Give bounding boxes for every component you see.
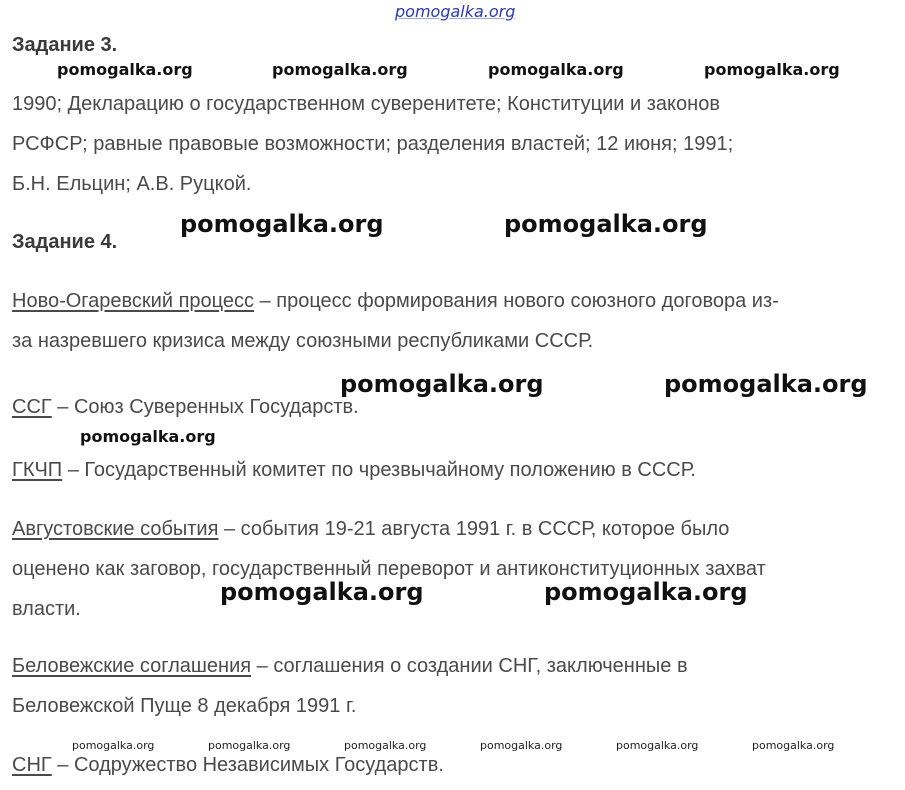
watermark-top: pomogalka.org — [395, 2, 516, 21]
watermark: pomogalka.org — [272, 60, 408, 79]
watermark: pomogalka.org — [664, 370, 868, 398]
watermark: pomogalka.org — [344, 739, 427, 752]
watermark: pomogalka.org — [208, 739, 291, 752]
definition-line — [12, 450, 897, 490]
definition-text: – Союз Суверенных Государств. — [51, 396, 359, 418]
watermark: pomogalka.org — [220, 578, 424, 606]
definition-line — [12, 745, 897, 785]
definition-text: – соглашения о создании СНГ, заключенные в — [251, 655, 688, 677]
definition-text: – Содружество Независимых Государств. — [51, 754, 444, 776]
watermark: pomogalka.org — [752, 739, 835, 752]
definition-sng — [12, 745, 897, 785]
definition-term: ГКЧП — [12, 459, 63, 481]
definition-gkchp — [12, 450, 897, 490]
definition-ssg — [12, 387, 897, 427]
definition-line: за назревшего кризиса между союзными республиками СССР. — [12, 330, 594, 352]
definition-term: ССГ — [12, 396, 52, 418]
definition-line — [12, 387, 897, 427]
watermark: pomogalka.org — [480, 739, 563, 752]
definition-term: Ново-Огаревский процесс — [12, 290, 255, 312]
watermark: pomogalka.org — [72, 739, 155, 752]
watermark: pomogalka.org — [504, 210, 708, 238]
task3-line: Б.Н. Ельцин; А.В. Руцкой. — [12, 173, 252, 195]
definition-text: – процесс формирования нового союзного договора из- — [254, 290, 779, 312]
definition-line — [12, 281, 897, 321]
watermark: pomogalka.org — [704, 60, 840, 79]
task3-line: РСФСР; равные правовые возможности; разделения властей; 12 июня; 1991; — [12, 133, 734, 155]
watermark: pomogalka.org — [80, 427, 216, 446]
definition-text: – Государственный комитет по чрезвычайному положению в СССР. — [62, 459, 696, 481]
definition-line — [12, 509, 897, 549]
definition-line: власти. — [12, 598, 81, 620]
watermark: pomogalka.org — [488, 60, 624, 79]
definition-line: оценено как заговор, государственный переворот и антиконституционных захват — [12, 558, 766, 580]
definition-line: Беловежской Пуще 8 декабря 1991 г. — [12, 695, 357, 717]
definition-term: Августовские события — [12, 518, 219, 540]
definition-term: СНГ — [12, 754, 52, 776]
definition-novo-ogarevsky — [12, 281, 897, 361]
task3-line: 1990; Декларацию о государственном суверенитете; Конституции и законов — [12, 93, 720, 115]
definition-belovezh — [12, 646, 897, 726]
watermark: pomogalka.org — [57, 60, 193, 79]
watermark: pomogalka.org — [340, 370, 544, 398]
definition-august-events — [12, 509, 897, 629]
task3-heading: Задание 3. — [12, 34, 118, 56]
watermark: pomogalka.org — [544, 578, 748, 606]
task4-heading: Задание 4. — [12, 231, 118, 253]
definition-text: – события 19-21 августа 1991 г. в СССР, которое было — [218, 518, 730, 540]
task3-answer — [12, 84, 897, 204]
definition-line — [12, 646, 897, 686]
watermark: pomogalka.org — [616, 739, 699, 752]
definition-term: Беловежские соглашения — [12, 655, 252, 677]
watermark: pomogalka.org — [180, 210, 384, 238]
